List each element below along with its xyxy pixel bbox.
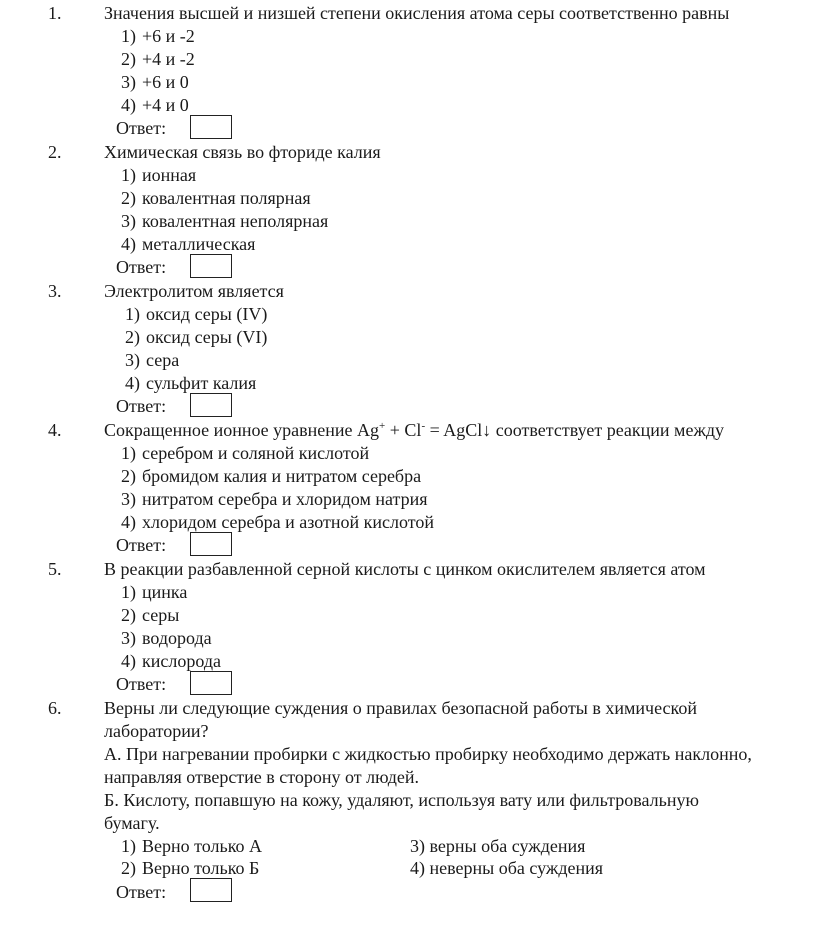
option-1[interactable] xyxy=(100,835,262,858)
answer-label: Ответ: xyxy=(116,882,167,902)
option-text: +4 и -2 xyxy=(142,49,195,69)
option-4[interactable] xyxy=(104,372,256,395)
option-number: 1) xyxy=(125,304,140,324)
statement-b-cont: бумагу. xyxy=(104,813,160,833)
option-text: оксид серы (IV) xyxy=(146,304,268,324)
option-text: цинка xyxy=(142,582,188,602)
option-text: +6 и -2 xyxy=(142,26,195,46)
option-3[interactable] xyxy=(100,627,212,650)
question-text: Значения высшей и низшей степени окисления атома серы соответственно равны xyxy=(104,3,730,23)
option-text: металлическая xyxy=(142,234,256,254)
silver-ion-charge: + xyxy=(379,420,386,432)
answer-label: Ответ: xyxy=(116,118,167,138)
option-number: 1) xyxy=(121,582,136,602)
option-number: 3) xyxy=(121,489,136,509)
option-2[interactable] xyxy=(100,48,195,71)
option-number: 2) xyxy=(121,466,136,486)
option-number: 3) xyxy=(410,836,425,856)
option-1[interactable] xyxy=(100,581,187,604)
question-text xyxy=(104,419,819,442)
option-number: 4) xyxy=(121,234,136,254)
answer-box[interactable] xyxy=(190,532,232,556)
question-text: Химическая связь во фториде калия xyxy=(104,142,381,162)
option-text: серебром и соляной кислотой xyxy=(142,443,370,463)
answer-box[interactable] xyxy=(190,254,232,278)
answer-box[interactable] xyxy=(190,878,232,902)
question-text-start: Сокращенное ионное уравнение Ag xyxy=(104,420,380,440)
option-number: 4) xyxy=(121,95,136,115)
answer-label: Ответ: xyxy=(116,396,167,416)
option-number: 4) xyxy=(121,512,136,532)
option-1[interactable] xyxy=(104,303,267,326)
chloride-ion-charge: - xyxy=(421,420,426,432)
option-text: водорода xyxy=(142,628,212,648)
question-text-mid: + Cl xyxy=(385,420,422,440)
option-text: +4 и 0 xyxy=(142,95,189,115)
option-number: 3) xyxy=(121,72,136,92)
answer-box[interactable] xyxy=(190,393,232,417)
question-number: 2. xyxy=(48,142,62,162)
option-text: кислорода xyxy=(142,651,221,671)
option-2[interactable] xyxy=(100,857,259,880)
option-text: ковалентная неполярная xyxy=(142,211,329,231)
answer-label: Ответ: xyxy=(116,674,167,694)
question-number: 1. xyxy=(48,3,62,23)
option-number: 3) xyxy=(121,211,136,231)
answer-box[interactable] xyxy=(190,671,232,695)
option-number: 3) xyxy=(125,350,140,370)
option-text: оксид серы (VI) xyxy=(146,327,268,347)
option-number: 1) xyxy=(121,165,136,185)
option-2[interactable] xyxy=(104,326,267,349)
option-text: сера xyxy=(146,350,180,370)
statement-b: Б. Кислоту, попавшую на кожу, удаляют, используя вату или фильтровальную xyxy=(104,790,699,810)
question-line: Верны ли следующие суждения о правилах безопасной работы в химической xyxy=(104,698,697,718)
option-3[interactable] xyxy=(100,488,428,511)
option-3[interactable] xyxy=(100,71,189,94)
option-text: нитратом серебра и хлоридом натрия xyxy=(142,489,428,509)
statement-a-cont: направляя отверстие в сторону от людей. xyxy=(104,767,419,787)
option-number: 3) xyxy=(121,628,136,648)
option-number: 4) xyxy=(410,858,425,878)
option-1[interactable] xyxy=(100,25,195,48)
option-number: 1) xyxy=(121,26,136,46)
option-text: ионная xyxy=(142,165,197,185)
option-4[interactable] xyxy=(100,94,189,117)
question-line: лаборатории? xyxy=(104,721,209,741)
option-text: верны оба суждения xyxy=(429,836,586,856)
option-text: серы xyxy=(142,605,180,625)
question-number: 3. xyxy=(48,281,62,301)
option-number: 2) xyxy=(121,858,136,878)
option-4[interactable] xyxy=(410,857,603,880)
option-2[interactable] xyxy=(100,604,179,627)
option-4[interactable] xyxy=(100,650,221,673)
option-number: 2) xyxy=(125,327,140,347)
option-2[interactable] xyxy=(100,187,311,210)
option-number: 2) xyxy=(121,188,136,208)
option-text: +6 и 0 xyxy=(142,72,189,92)
option-text: хлоридом серебра и азотной кислотой xyxy=(142,512,435,532)
option-text: неверны оба суждения xyxy=(429,858,604,878)
option-1[interactable] xyxy=(100,164,196,187)
question-number: 6. xyxy=(48,698,62,718)
option-4[interactable] xyxy=(100,233,255,256)
option-number: 4) xyxy=(121,651,136,671)
option-4[interactable] xyxy=(100,511,434,534)
answer-label: Ответ: xyxy=(116,535,167,555)
option-number: 1) xyxy=(121,443,136,463)
question-text: Электролитом является xyxy=(104,281,284,301)
question-text-end: = AgCl↓ соответствует реакции между xyxy=(425,420,725,440)
answer-box[interactable] xyxy=(190,115,232,139)
question-number: 5. xyxy=(48,559,62,579)
question-text: В реакции разбавленной серной кислоты с цинком окислителем является атом xyxy=(104,559,706,579)
option-2[interactable] xyxy=(100,465,421,488)
option-text: Верно только А xyxy=(142,836,263,856)
option-number: 2) xyxy=(121,49,136,69)
option-3[interactable] xyxy=(100,210,328,233)
option-text: сульфит калия xyxy=(146,373,257,393)
option-number: 4) xyxy=(125,373,140,393)
option-3[interactable] xyxy=(104,349,179,372)
option-1[interactable] xyxy=(100,442,369,465)
option-number: 1) xyxy=(121,836,136,856)
question-number: 4. xyxy=(48,420,62,440)
option-text: бромидом калия и нитратом серебра xyxy=(142,466,422,486)
statement-a: А. При нагревании пробирки с жидкостью пробирку необходимо держать наклонно, xyxy=(104,744,752,764)
option-number: 2) xyxy=(121,605,136,625)
option-text: ковалентная полярная xyxy=(142,188,311,208)
question-text xyxy=(104,697,819,837)
option-3[interactable] xyxy=(410,835,585,858)
option-text: Верно только Б xyxy=(142,858,260,878)
answer-label: Ответ: xyxy=(116,257,167,277)
